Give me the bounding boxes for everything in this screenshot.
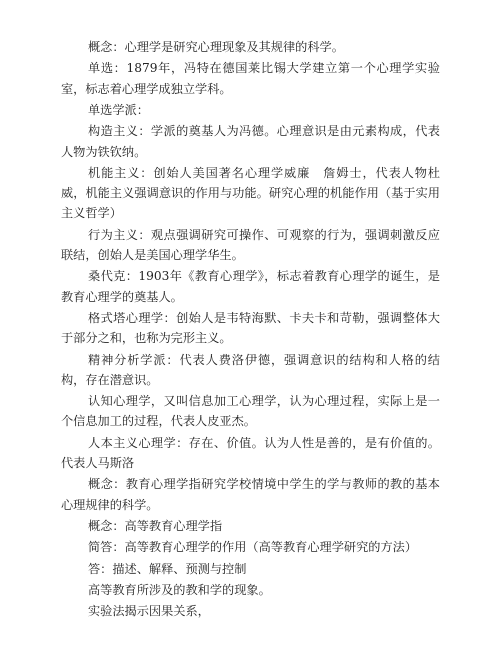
paragraph-text: 构造主义：学派的奠基人为冯德。心理意识是由元素构成，代表人物为铁钦纳。 (61, 124, 440, 159)
paragraph-text: 格式塔心理学：创始人是韦特海默、卡夫卡和苛勒，强调整体大于部分之和，也称为完形主义。 (61, 310, 440, 346)
paragraph-text: 行为主义：观点强调研究可操作、可观察的行为，强调刺激反应联结，创始人是美国心理学华生。 (61, 227, 440, 262)
paragraph-3 (61, 100, 440, 120)
paragraph-text: 单选学派： (88, 102, 149, 117)
paragraph-8 (61, 308, 440, 348)
paragraph-12 (61, 474, 440, 514)
paragraph-text: 简答：高等教育心理学的作用（高等教育心理学研究的方法） (88, 540, 418, 555)
paragraph-16 (61, 580, 440, 600)
paragraph-text: 单选：1879年，冯特在德国莱比锡大学建立第一个心理学实验室，标志着心理学成独立学科。 (61, 61, 440, 96)
paragraph-5 (61, 163, 440, 224)
paragraph-text: 人本主义心理学：存在、价值。认为人性是善的，是有价值的。代表人马斯洛 (61, 435, 440, 470)
paragraph-9 (61, 350, 440, 390)
paragraph-7 (61, 266, 440, 306)
paragraph-2 (61, 58, 440, 98)
paragraph-text: 桑代克：1903年《教育心理学》，标志着教育心理学的诞生，是教育心理学的奠基人。 (61, 269, 440, 304)
paragraph-6 (61, 225, 440, 265)
paragraph-10 (61, 391, 440, 431)
paragraph-text: 概念：心理学是研究心理现象及其规律的科学。 (88, 40, 344, 54)
paragraph-text: 认知心理学，又叫信息加工心理学，认为心理过程，实际上是一个信息加工的过程，代表人皮亚杰。 (61, 394, 440, 429)
paragraph-1 (61, 37, 440, 57)
paragraph-text: 高等教育所涉及的教和学的现象。 (88, 583, 271, 598)
paragraph-4 (61, 121, 440, 161)
paragraph-15 (61, 559, 440, 579)
paragraph-text: 概念：高等教育心理学指 (88, 518, 223, 533)
paragraph-17 (61, 601, 440, 621)
paragraph-text: 精神分析学派：代表人费洛伊德，强调意识的结构和人格的结构，存在潜意识。 (61, 352, 440, 387)
document-body (61, 37, 440, 622)
paragraph-14 (61, 537, 440, 557)
paragraph-text: 概念：教育心理学指研究学校情境中学生的学与教师的教的基本心理规律的科学。 (61, 477, 440, 512)
paragraph-text: 实验法揭示因果关系， (88, 604, 210, 619)
paragraph-text: 答：描述、解释、预测与控制 (88, 561, 247, 576)
paragraph-text: 机能主义：创始人美国著名心理学威廉 詹姆士，代表人物杜威，机能主义强调意识的作用与功能。研究心理的机能作用（基于实用主义哲学） (61, 165, 440, 221)
paragraph-11 (61, 433, 440, 473)
paragraph-13 (61, 516, 440, 536)
